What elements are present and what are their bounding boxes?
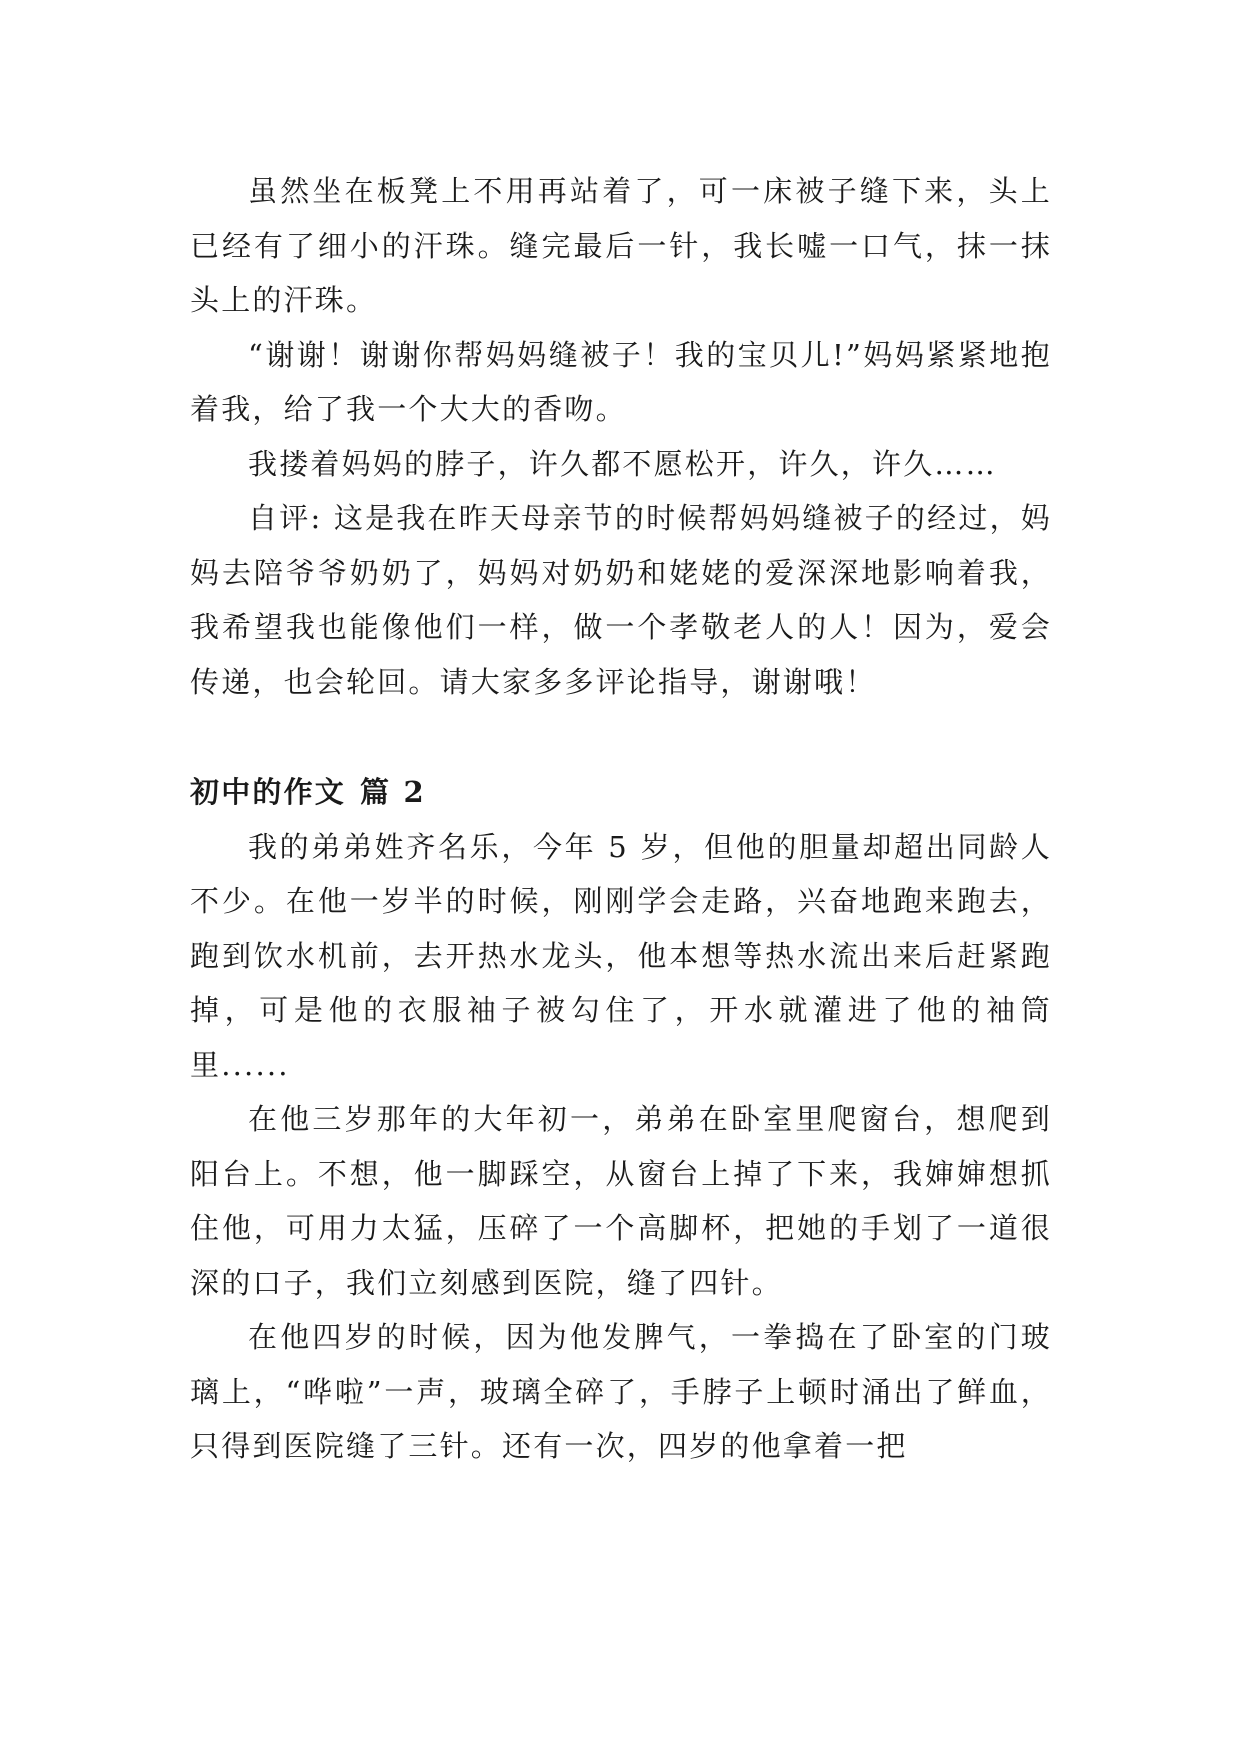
paragraph-6: 在他四岁的时候，因为他发脾气，一拳捣在了卧室的门玻璃上，“哗啦”一声，玻璃全碎了，手脖子上顿时涌出了鲜血，只得到医院缝了三针。还有一次，四岁的他拿着一把	[190, 1320, 1052, 1463]
paragraph-2: “谢谢！谢谢你帮妈妈缝被子！我的宝贝儿!”妈妈紧紧地抱着我，给了我一个大大的香吻。	[190, 337, 1052, 426]
paragraph-self-review: 自评: 这是我在昨天母亲节的时候帮妈妈缝被子的经过，妈妈去陪爷爷奶奶了，妈妈对奶奶和姥姥的爱深深地影响着我，我希望我也能像他们一样，做一个孝敬老人的人！因为，爱会传递，也会轮回。请大家多多评论指导，谢谢哦！	[190, 501, 1052, 699]
paragraph-4: 我的弟弟姓齐名乐，今年 5 岁，但他的胆量却超出同龄人不少。在他一岁半的时候，刚刚学会走路，兴奋地跑来跑去，跑到饮水机前，去开热水龙头，他本想等热水流出来后赶紧跑掉，可是他的衣服袖子被勾住了，开水就灌进了他的袖筒里......	[190, 829, 1052, 1082]
document-page	[190, 164, 1052, 1474]
section-heading	[190, 765, 1052, 820]
heading-number: 篇 2	[360, 775, 426, 809]
heading-title: 初中的作文	[190, 775, 347, 809]
paragraph-3: 我搂着妈妈的脖子，许久都不愿松开，许久，许久……	[248, 446, 997, 481]
paragraph-5: 在他三岁那年的大年初一，弟弟在卧室里爬窗台，想爬到阳台上。不想，他一脚踩空，从窗台上掉了下来，我婶婶想抓住他，可用力太猛，压碎了一个高脚杯，把她的手划了一道很深的口子，我们立刻感到医院，缝了四针。	[190, 1102, 1052, 1300]
paragraph-1: 虽然坐在板凳上不用再站着了，可一床被子缝下来，头上已经有了细小的汗珠。缝完最后一针，我长嘘一口气，抹一抹头上的汗珠。	[190, 174, 1052, 317]
